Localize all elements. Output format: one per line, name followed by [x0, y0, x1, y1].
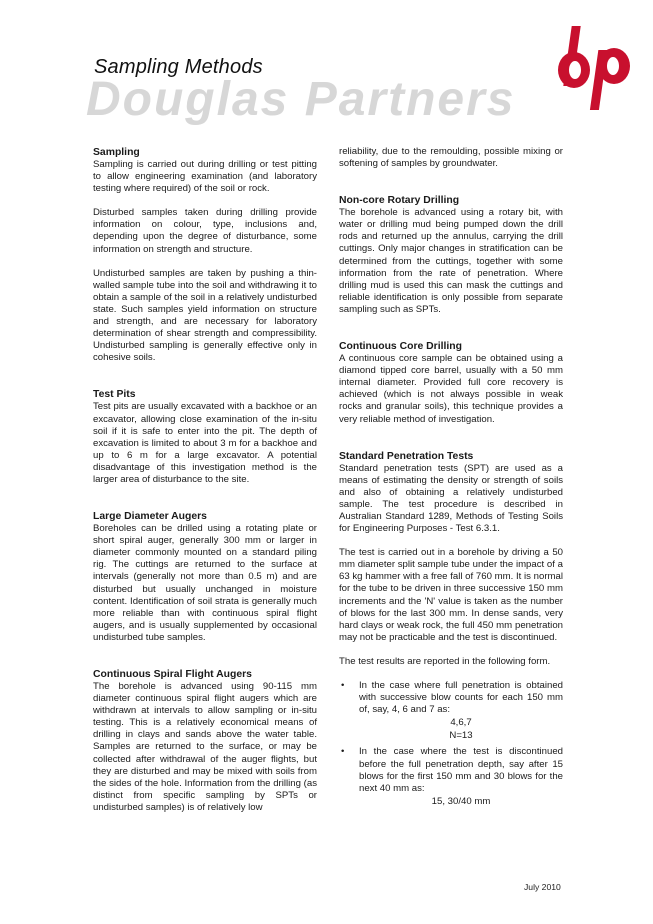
heading-continuous-core-drilling: Continuous Core Drilling [339, 341, 462, 353]
section-continuous-spiral-flight-augers [93, 668, 317, 814]
paragraph: The borehole is advanced using 90-115 mm diameter continuous spiral flight augers which are withdrawn at intervals to allow sampling or in-situ testing. This is a relatively economical means of drilling in clays and sands above the water table. Samples are returned to the surface, or may be collected after withdrawal of the auger flights, but they are disturbed and may be mixed with soils from the sides of the hole. Information from the drilling (as distinct from specific sampling by SPTs or undisturbed samples) is of relatively low [93, 681, 317, 813]
result-line: 4,6,7 [450, 717, 472, 729]
section-continuous-core-drilling [339, 340, 563, 426]
section-large-diameter-augers [93, 510, 317, 644]
heading-large-diameter-augers: Large Diameter Augers [93, 511, 207, 523]
paragraph: Boreholes can be drilled using a rotating plate or short spiral auger, generally 300 mm or larger in diameter commonly mounted on a standard piling rig. The cuttings are returned to the surface at intervals (generally not more than 0.5 m) and are disturbed but usually unchanged in moisture content. Identification of soil strata is generally much more reliable than with continuous spiral flight augers, and is usually supplemented by occasional undisturbed tube samples. [93, 523, 317, 643]
footer-date: July 2010 [524, 882, 561, 892]
document-title: Sampling Methods [94, 56, 263, 78]
paragraph: Test pits are usually excavated with a backhoe or an excavator, allowing close examination of the in-situ soil if it is safe to enter into the pit. The depth of excavation is limited to about 3 m for a backhoe and up to 6 m for a large excavator. A potential disadvantage of this investigation method is the larger area of disturbance to the site. [93, 401, 317, 485]
paragraph: The borehole is advanced using a rotary bit, with water or drilling mud being pumped down the drill rods and returned up the annulus, carrying the drill cuttings. Only major changes in stratification can be determined from the cuttings, together with some information from the rate of penetration. Where drilling mud is used this can mask the cuttings and reliable identification is only possible from separate sampling such as SPTs. [339, 207, 563, 315]
result-line: 15, 30/40 mm [431, 795, 491, 807]
heading-test-pits: Test Pits [93, 389, 136, 401]
paragraph: Undisturbed samples are taken by pushing a thin-walled sample tube into the soil and withdrawing it to obtain a sample of the soil in a relatively undisturbed state. Such samples yield information on structure and strength, and are necessary for laboratory determination of shear strength and compressibility. Undisturbed sampling is generally effective only in cohesive soils. [93, 267, 317, 364]
section-test-pits [93, 388, 317, 486]
logo-d-letter [558, 26, 590, 88]
paragraph: The test is carried out in a borehole by driving a 50 mm diameter split sample tube under the impact of a 63 kg hammer with a free fall of 760 mm. It is normal for the tube to be driven in three successive 150 mm increments and the 'N' value is taken as the number of blows for the last 300 mm. In dense sands, very hard clays or weak rock, the full 450 mm penetration may not be practicable and the test is discontinued. [339, 547, 563, 643]
bullet-item [339, 746, 563, 807]
paragraph: Sampling is carried out during drilling or test pitting to allow engineering examination (and laboratory testing where required) of the soil or rock. [93, 159, 317, 195]
left-column [93, 146, 317, 826]
paragraph: A continuous core sample can be obtained using a diamond tipped core barrel, usually with a 50 mm internal diameter. Provided full core recovery is achieved (which is not always possible in weak rocks and granular soils), this technique provides a very reliable method of investigation. [339, 353, 563, 425]
section-sampling [93, 146, 317, 364]
result-line: N=13 [449, 730, 473, 742]
heading-non-core-rotary-drilling: Non-core Rotary Drilling [339, 195, 460, 207]
bullet-text: • In the case where full penetration is obtained with successive blow counts for each 150 mm of, say, 4, 6 and 7 as: [359, 680, 563, 716]
heading-sampling: Sampling [93, 147, 140, 158]
bullet-text: • In the case where the test is discontinued before the full penetration depth, say after 15 blows for the first 150 mm and 30 blows for the next 40 mm as: [359, 746, 563, 794]
paragraph: Standard penetration tests (SPT) are used as a means of estimating the density or strength of soils and also of obtaining a relatively undisturbed sample. The test procedure is described in Australian Standard 1289, Methods of Testing Soils for Engineering Purposes - Test 6.3.1. [339, 462, 563, 535]
results-bullet-list [339, 680, 563, 808]
section-non-core-rotary-drilling [339, 194, 563, 316]
bullet-item [339, 680, 563, 742]
right-column [339, 146, 563, 812]
continued-paragraph: reliability, due to the remoulding, possible mixing or softening of samples by groundwater. [339, 146, 563, 170]
heading-continuous-spiral-flight-augers: Continuous Spiral Flight Augers [93, 669, 252, 680]
company-name-watermark: Douglas Partners [86, 73, 516, 126]
paragraph: Disturbed samples taken during drilling provide information on colour, type, inclusions and, depending upon the degree of disturbance, some information on strength and structure. [93, 207, 317, 255]
logo-p-letter [590, 48, 630, 110]
section-standard-penetration-tests [339, 450, 563, 808]
douglas-partners-logo [556, 24, 634, 112]
paragraph: The test results are reported in the following form. [339, 655, 551, 667]
heading-standard-penetration-tests: Standard Penetration Tests [339, 450, 474, 462]
